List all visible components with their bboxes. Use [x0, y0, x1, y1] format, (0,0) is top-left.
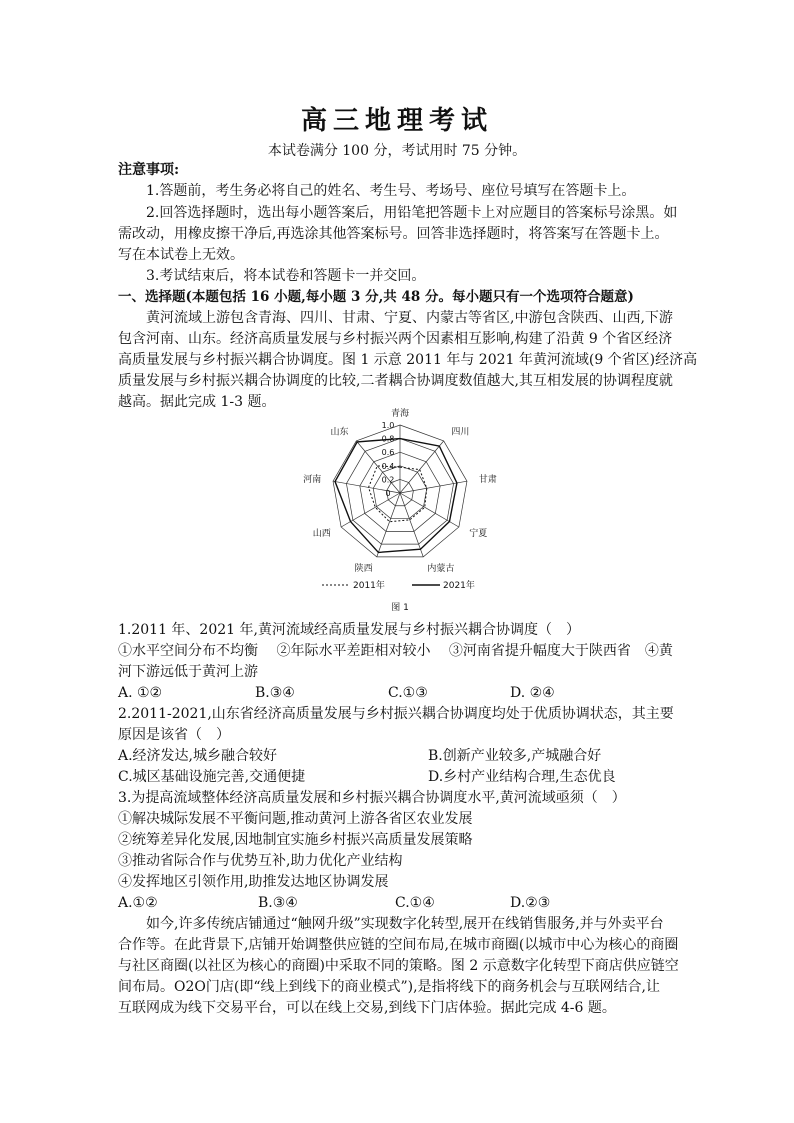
question-1-line: 河下游远低于黄河上游: [118, 664, 258, 680]
radar-tick-label: 0.2: [381, 475, 395, 485]
passage-line: 互联网成为线下交易平台，可以在线上交易,到线下门店体验。据此完成 4-6 题。: [118, 1000, 616, 1016]
radar-axis-label: 宁夏: [469, 529, 488, 539]
question-1-option-c[interactable]: C.①③: [388, 685, 428, 701]
radar-axis-label: 山东: [330, 427, 349, 438]
question-3-stem: 3.为提高流域整体经济高质量发展和乡村振兴耦合协调度水平,黄河流域亟须（ ）: [118, 790, 626, 806]
question-1-line: ①水平空间分布不均衡 ②年际水平差距相对较小 ③河南省提升幅度大于陕西省 ④黄: [118, 643, 673, 659]
radar-axis-label: 陕西: [354, 564, 373, 575]
question-3-item: ③推动省际合作与优势互补,助力优化产业结构: [118, 853, 403, 869]
question-3-option-b[interactable]: B.③④: [258, 895, 298, 911]
passage-line: 间布局。O2O门店(即“线上到线下的商业模式”),是指将线下的商务机会与互联网结合,让: [118, 979, 660, 995]
passage-line: 如今,许多传统店铺通过“触网升级”实现数字化转型,展开在线销售服务,并与外卖平台: [146, 916, 664, 932]
intro-line: 越高。据此完成 1-3 题。: [118, 394, 276, 410]
question-2-option-d[interactable]: D.乡村产业结构合理,生态优良: [428, 769, 616, 785]
passage-line: 合作等。在此背景下,店铺开始调整供应链的空间布局,在城市商圈(以城市中心为核心的商圈: [118, 937, 679, 953]
radar-axis-label: 甘肃: [478, 475, 497, 486]
radar-chart: [300, 405, 500, 620]
page-title: 高三地理考试: [300, 106, 493, 136]
intro-line: 黄河流域上游包含青海、四川、甘肃、宁夏、内蒙古等省区,中游包含陕西、山西,下游: [146, 310, 673, 326]
radar-spoke: [400, 493, 423, 557]
notice-item: 写在本试卷上无效。: [118, 247, 244, 263]
question-2-option-c[interactable]: C.城区基础设施完善,交通便捷: [118, 769, 306, 785]
radar-axis-label: 河南: [303, 475, 322, 486]
question-1-option-d[interactable]: D. ②④: [510, 685, 555, 701]
question-3-item: ①解决城际发展不平衡问题,推动黄河上游各省区农业发展: [118, 811, 473, 827]
question-2-stem: 2.2011-2021,山东省经济高质量发展与乡村振兴耦合协调度均处于优质协调状态，其主要: [118, 706, 674, 722]
intro-line: 包含河南、山东。经济高质量发展与乡村振兴两个因素相互影响,构建了沿黄 9 个省区经济: [118, 331, 673, 347]
notice-item: 需改动，用橡皮擦干净后,再选涂其他答案标号。回答非选择题时，将答案写在答题卡上。: [118, 226, 669, 242]
radar-axis-label: 山西: [312, 529, 331, 539]
radar-tick-label: 0.8: [381, 434, 395, 444]
intro-line: 质量发展与乡村振兴耦合协调度的比较,二者耦合协调度数值越大,其互相发展的协调程度就: [118, 373, 673, 389]
question-1-option-a[interactable]: A. ①②: [118, 685, 163, 701]
question-3-item: ②统筹差异化发展,因地制宜实施乡村振兴高质量发展策略: [118, 832, 473, 848]
question-2-stem: 原因是该省（ ）: [118, 727, 230, 743]
question-1-option-b[interactable]: B.③④: [255, 685, 295, 701]
radar-axis-label: 四川: [451, 427, 470, 438]
question-3-option-a[interactable]: A.①②: [118, 895, 158, 911]
radar-tick-label: 1.0: [381, 421, 395, 430]
radar-series-dashed: [369, 466, 427, 522]
radar-tick-label: 0: [385, 489, 391, 498]
legend-label-2021: 2021年: [443, 581, 475, 591]
radar-spoke: [377, 493, 400, 557]
question-2-option-a[interactable]: A.经济发达,城乡融合较好: [118, 748, 278, 764]
intro-line: 高质量发展与乡村振兴耦合协调度。图 1 示意 2011 年与 2021 年黄河流域(9 个省区)经济高: [118, 352, 698, 368]
figure-caption: 图 1: [391, 603, 409, 613]
radar-tick-label: 0.4: [381, 461, 395, 471]
section-heading: 一、选择题(本题包括 16 小题,每小题 3 分,共 48 分。每小题只有一个选项符合题意): [118, 289, 634, 305]
notice-heading: 注意事项:: [118, 162, 180, 178]
radar-spoke: [400, 441, 444, 493]
radar-axis-label: 青海: [390, 409, 410, 419]
notice-item: 1.答题前，考生务必将自己的姓名、考生号、考场号、座位号填写在答题卡上。: [146, 183, 636, 199]
question-2-option-b[interactable]: B.创新产业较多,产城融合好: [428, 748, 602, 764]
question-3-option-d[interactable]: D.②③: [510, 895, 551, 911]
page-subtitle: 本试卷满分 100 分，考试用时 75 分钟。: [267, 143, 527, 159]
question-1-stem: 1.2011 年、2021 年,黄河流域经高质量发展与乡村振兴耦合协调度（ ）: [118, 622, 580, 638]
question-3-option-c[interactable]: C.①④: [395, 895, 435, 911]
notice-item: 2.回答选择题时，选出每小题答案后，用铅笔把答题卡上对应题目的答案标号涂黑。如: [146, 205, 678, 221]
passage-line: 与社区商圈(以社区为核心的商圈)中采取不同的策略。图 2 示意数字化转型下商店供应链空: [118, 958, 679, 974]
radar-axis-label: 内蒙古: [427, 564, 455, 575]
radar-tick-label: 0.6: [381, 448, 395, 458]
legend-label-2011: 2011年: [353, 581, 385, 591]
notice-item: 3.考试结束后，将本试卷和答题卡一并交回。: [146, 268, 426, 284]
question-3-item: ④发挥地区引领作用,助推发达地区协调发展: [118, 874, 389, 890]
